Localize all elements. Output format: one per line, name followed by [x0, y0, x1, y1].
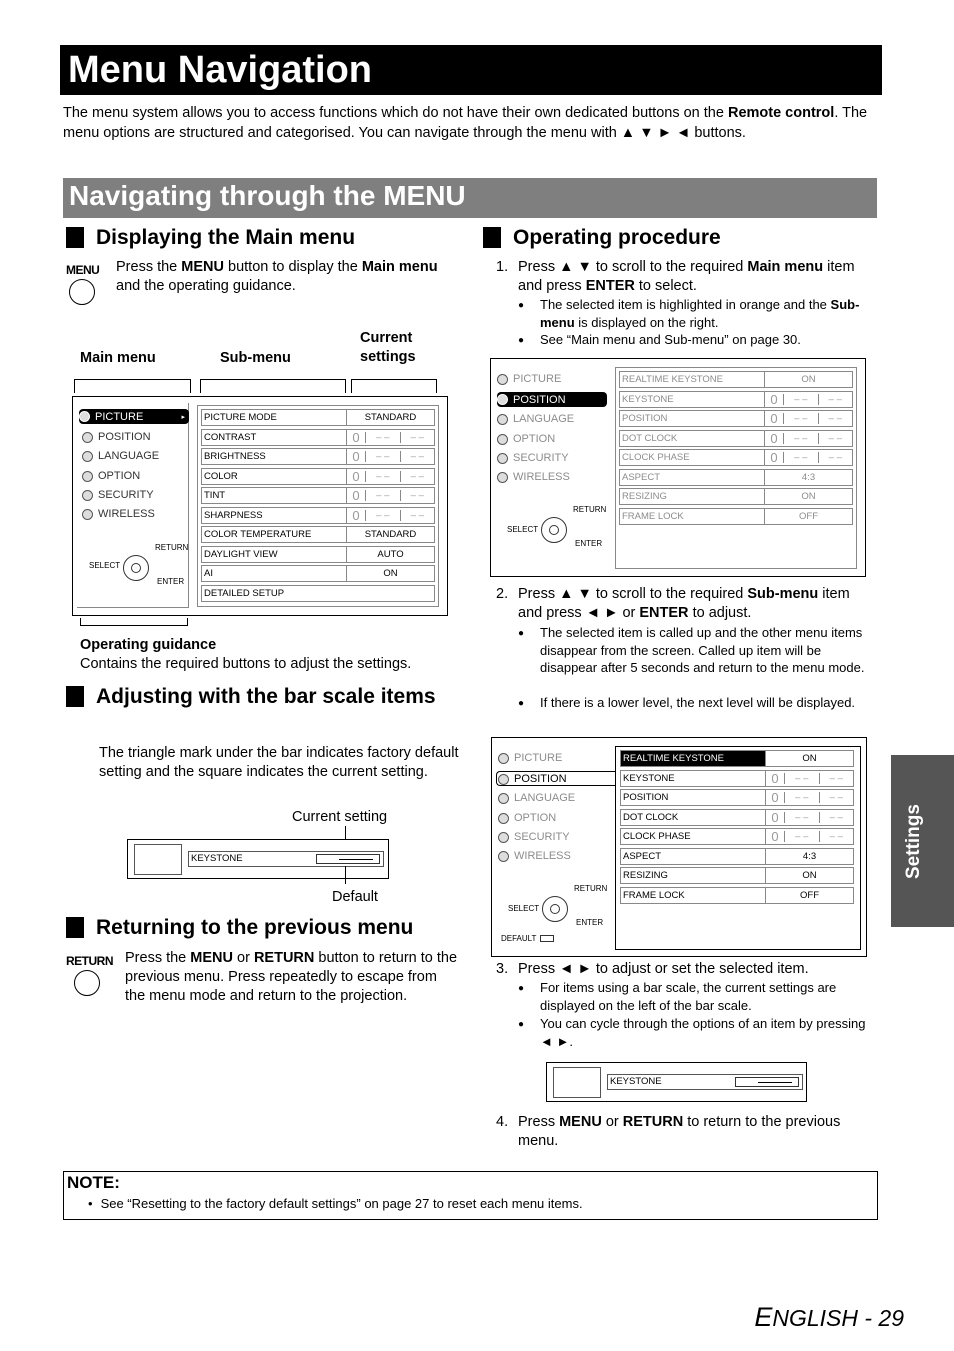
bar-scale-illustration: KEYSTONE [127, 839, 389, 879]
main-menu-text: Press the MENU button to display the Main menu and the operating guidance. [116, 259, 438, 294]
menu-item[interactable]: LANGUAGE [498, 792, 575, 804]
default-label: Default [332, 889, 378, 905]
submenu-row[interactable]: RESIZING ON [619, 488, 853, 505]
intro-paragraph: The menu system allows you to access functions which do not have their own dedicated buttons on the Remote control. The menu options are structured and categorised. You can navigate through the menu with ▲ ▼ ► ◄ buttons. [63, 105, 868, 141]
menu-item[interactable]: SECURITY [82, 489, 154, 501]
submenu-row[interactable]: PICTURE MODE STANDARD [201, 409, 435, 426]
menu-item[interactable]: WIRELESS [497, 471, 570, 483]
menu-item[interactable]: POSITION [82, 431, 151, 443]
submenu-row[interactable]: ASPECT 4:3 [619, 469, 853, 486]
menu-item[interactable]: SECURITY [498, 831, 570, 843]
operating-guidance-title: Operating guidance [80, 637, 217, 653]
submenu-row[interactable]: FRAME LOCK OFF [619, 508, 853, 525]
submenu-row[interactable]: CLOCK PHASE 0 – – – – [620, 828, 854, 845]
dpad-icon [541, 517, 567, 543]
called-up-menu-screen: PICTURE POSITION LANGUAGE OPTION SECURITY WIRELESS SELECT RETURN ENTER DEFAULT REALTIME KEYSTONE ON KEYSTONE 0 – – – – POSITION 0 – – – – DOT CLOCK 0 – – – – CLOCK PHASE 0 – – – – ASPECT 4:3 RESIZING ON FRAME LOCK OFF [491, 737, 867, 957]
heading-procedure: Operating procedure [483, 225, 721, 251]
submenu-row[interactable]: KEYSTONE 0 – – – – [620, 770, 854, 787]
step-3: 3. Press ◄ ► to adjust or set the selected item. [496, 961, 809, 977]
return-button-icon [74, 970, 100, 996]
menu-item[interactable]: PICTURE [498, 752, 562, 764]
submenu-row[interactable]: POSITION 0 – – – – [620, 789, 854, 806]
heading-main-menu: Displaying the Main menu [66, 225, 355, 251]
note-box: NOTE: • See “Resetting to the factory default settings” on page 27 to reset each menu items. [63, 1171, 878, 1220]
menu-item[interactable]: PICTURE ▸ [79, 409, 189, 424]
current-setting-label: Current setting [292, 809, 388, 825]
step-2-bullet: ● If there is a lower level, the next level will be displayed. [518, 694, 878, 713]
submenu-row[interactable]: DOT CLOCK 0 – – – – [620, 809, 854, 826]
submenu-row[interactable]: COLOR 0 – – – – [201, 468, 435, 485]
submenu-row[interactable]: POSITION 0 – – – – [619, 410, 853, 427]
submenu-row[interactable]: FRAME LOCK OFF [620, 887, 854, 904]
label-main-menu: Main menu [80, 350, 156, 366]
dpad-icon [123, 555, 149, 581]
section-title: Navigating through the MENU [63, 178, 877, 218]
menu-item[interactable]: POSITION [497, 392, 607, 407]
menu-item[interactable]: WIRELESS [82, 508, 155, 520]
position-menu-screen: PICTURE POSITION LANGUAGE OPTION SECURITY WIRELESS SELECT RETURN ENTER REALTIME KEYSTONE ON KEYSTONE 0 – – – – POSITION 0 – – – – DOT CLOCK 0 – – – – CLOCK PHASE 0 – – – – ASPECT 4:3 RESIZING ON FRAME LOCK OFF [490, 358, 866, 577]
menu-item[interactable]: WIRELESS [498, 850, 571, 862]
step-3-bullet: ● You can cycle through the options of an item by pressing ◄ ►. [518, 1015, 878, 1050]
step-1-bullet: ● The selected item is highlighted in orange and the Sub-menu is displayed on the right. [518, 296, 868, 331]
menu-item[interactable]: LANGUAGE [82, 450, 159, 462]
page-number: ENGLISH - 29 [754, 1302, 904, 1332]
submenu-row[interactable]: KEYSTONE 0 – – – – [619, 391, 853, 408]
submenu-row[interactable]: DAYLIGHT VIEW AUTO [201, 546, 435, 563]
menu-item[interactable]: POSITION [498, 773, 567, 785]
step-2: 2. Press ▲ ▼ to scroll to the required Sub-menu item and press ◄ ► or ENTER to adjust. [496, 586, 850, 621]
submenu-row[interactable]: COLOR TEMPERATURE STANDARD [201, 526, 435, 543]
menu-item[interactable]: OPTION [497, 433, 555, 445]
settings-side-tab: Settings [891, 755, 954, 927]
submenu-row[interactable]: DETAILED SETUP [201, 585, 435, 602]
menu-item[interactable]: LANGUAGE [497, 413, 574, 425]
dpad-icon [542, 896, 568, 922]
submenu-row[interactable]: AI ON [201, 565, 435, 582]
menu-item[interactable]: PICTURE [497, 373, 561, 385]
menu-button-illustration: MENU [66, 263, 99, 305]
submenu-row[interactable]: ASPECT 4:3 [620, 848, 854, 865]
submenu-row[interactable]: RESIZING ON [620, 867, 854, 884]
label-current-settings: Current settings [360, 330, 416, 365]
step-1: 1. Press ▲ ▼ to scroll to the required Main menu item and press ENTER to select. [496, 259, 855, 294]
step-1-bullet: ● See “Main menu and Sub-menu” on page 30. [518, 331, 868, 350]
submenu-row[interactable]: CONTRAST 0 – – – – [201, 429, 435, 446]
step-2-bullet: ● The selected item is called up and the other menu items disappear from the screen. Called up item will be disappear after 5 seconds and return to the menu mode. [518, 624, 878, 677]
page-title: Menu Navigation [60, 45, 882, 95]
default-guide: DEFAULT [501, 934, 554, 943]
bar-scale-text: The triangle mark under the bar indicates factory default setting and the square indicates the current setting. [99, 745, 459, 780]
submenu-row[interactable]: REALTIME KEYSTONE ON [620, 750, 854, 767]
bar-scale-illustration-2: KEYSTONE [546, 1062, 807, 1102]
heading-bar-scale: Adjusting with the bar scale items [66, 684, 446, 710]
menu-button-icon [69, 279, 95, 305]
return-text: Press the MENU or RETURN button to return to the previous menu. Press repeatedly to escape from the menu mode and return to the projection. [125, 950, 458, 1004]
menu-item[interactable]: OPTION [82, 470, 140, 482]
step-3-bullet: ● For items using a bar scale, the current settings are displayed on the left of the bar scale. [518, 979, 878, 1014]
submenu-row[interactable]: DOT CLOCK 0 – – – – [619, 430, 853, 447]
submenu-row[interactable]: CLOCK PHASE 0 – – – – [619, 449, 853, 466]
menu-item[interactable]: OPTION [498, 812, 556, 824]
submenu-row[interactable]: BRIGHTNESS 0 – – – – [201, 448, 435, 465]
operating-guidance-text: Contains the required buttons to adjust the settings. [80, 656, 412, 672]
main-menu-screen: PICTURE ▸ POSITION LANGUAGE OPTION SECURITY WIRELESS SELECT RETURN ENTER PICTURE MODE STANDARD CONTRAST 0 – – – – BRIGHTNESS 0 – – – – COLOR 0 – – – – TINT 0 – – – – SHARPNESS 0 – – – – COLOR TEMPERATURE STANDARD DAYLIGHT VIEW AUTO AI ON DETAILED SETUP [72, 396, 448, 616]
submenu-row[interactable]: SHARPNESS 0 – – – – [201, 507, 435, 524]
menu-item[interactable]: SECURITY [497, 452, 569, 464]
submenu-row[interactable]: REALTIME KEYSTONE ON [619, 371, 853, 388]
step-4: 4. Press MENU or RETURN to return to the previous menu. [496, 1114, 841, 1149]
label-sub-menu: Sub-menu [220, 350, 291, 366]
submenu-row[interactable]: TINT 0 – – – – [201, 487, 435, 504]
return-button-illustration: RETURN [66, 954, 113, 996]
heading-return: Returning to the previous menu [66, 915, 413, 941]
